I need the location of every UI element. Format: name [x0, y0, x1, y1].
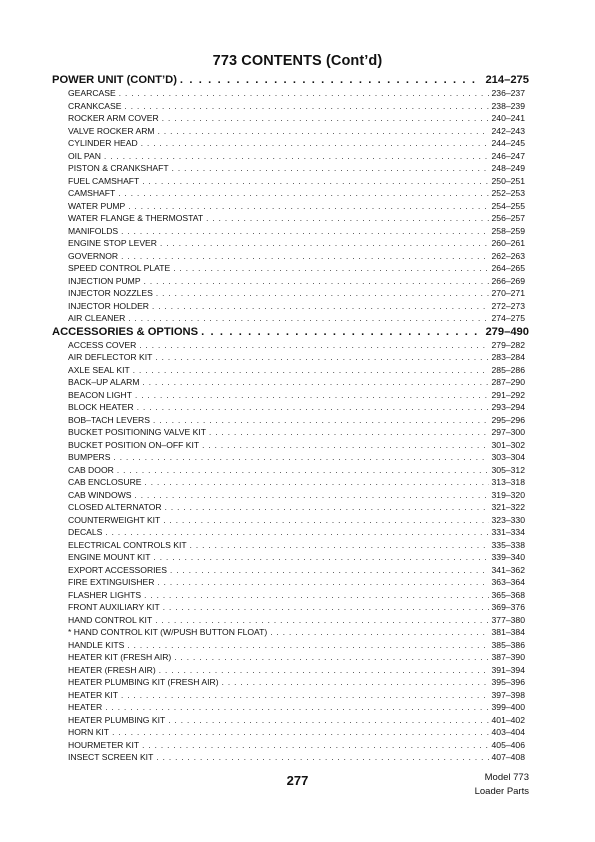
- toc-entry[interactable]: [52, 276, 529, 289]
- toc-entry[interactable]: [52, 677, 529, 690]
- toc-entry[interactable]: [52, 440, 529, 453]
- entry-title: GOVERNOR: [68, 250, 119, 261]
- entry-title: BEACON LIGHT: [68, 389, 132, 400]
- toc-entry[interactable]: [52, 238, 529, 251]
- entry-page-range: 401–402: [491, 714, 525, 725]
- dot-leader: [144, 591, 488, 600]
- section-page-range: 214–275: [485, 74, 529, 86]
- dot-leader: [105, 703, 488, 712]
- entry-title: CAB ENCLOSURE: [68, 477, 142, 487]
- dot-leader: [157, 578, 488, 587]
- dot-leader: [118, 189, 488, 198]
- entry-page-range: 365–368: [491, 589, 525, 600]
- toc-entry[interactable]: [52, 702, 529, 715]
- entry-title: INJECTOR NOZZLES: [68, 288, 153, 298]
- dot-leader: [163, 603, 489, 612]
- entry-title: CYLINDER HEAD: [68, 138, 138, 148]
- dot-leader: [133, 366, 489, 375]
- entry-title: AIR DEFLECTOR KIT: [68, 352, 153, 362]
- entry-title: BUMPERS: [68, 452, 111, 462]
- dot-leader: [141, 139, 489, 148]
- entry-title: HANDLE KITS: [68, 639, 125, 650]
- dot-leader: [162, 114, 489, 123]
- entry-page-range: 244–245: [491, 138, 525, 148]
- entry-title: WATER FLANGE & THERMOSTAT: [68, 213, 204, 223]
- entry-title: AXLE SEAL KIT: [68, 364, 130, 375]
- entry-page-range: 387–390: [491, 652, 525, 662]
- toc-entry[interactable]: [52, 665, 529, 678]
- entry-title: BUCKET POSITIONING VALVE KIT: [68, 427, 207, 437]
- entry-title: CLOSED ALTERNATOR: [68, 502, 162, 512]
- dot-leader: [155, 353, 488, 362]
- section-title: ACCESSORIES & OPTIONS: [52, 325, 199, 338]
- entry-title: * HAND CONTROL KIT (W/PUSH BUTTON FLOAT): [68, 627, 268, 637]
- toc-entry[interactable]: [52, 126, 529, 139]
- entry-page-range: 399–400: [491, 702, 525, 712]
- entry-page-range: 283–284: [491, 352, 525, 362]
- dot-leader: [121, 691, 489, 700]
- toc-entry[interactable]: [52, 340, 529, 353]
- toc-section-heading[interactable]: [52, 74, 529, 88]
- entry-title: BACK–UP ALARM: [68, 377, 140, 387]
- toc-entry[interactable]: [52, 188, 529, 201]
- dot-leader: [105, 528, 488, 537]
- toc-entry[interactable]: [52, 138, 529, 151]
- entry-page-range: 279–282: [491, 339, 525, 350]
- entry-title: HAND CONTROL KIT: [68, 614, 153, 625]
- toc-entry[interactable]: [52, 427, 529, 440]
- entry-title: BLOCK HEATER: [68, 402, 134, 412]
- entry-title: INJECTOR HOLDER: [68, 300, 150, 311]
- entry-title: INJECTION PUMP: [68, 275, 141, 286]
- entry-page-range: 319–320: [491, 489, 525, 500]
- entry-title: ROCKER ARM COVER: [68, 113, 159, 123]
- entry-title: CAMSHAFT: [68, 188, 116, 198]
- entry-page-range: 287–290: [491, 377, 525, 387]
- dot-leader: [128, 202, 488, 211]
- entry-page-range: 363–364: [491, 577, 525, 587]
- entry-title: CAB DOOR: [68, 464, 114, 475]
- toc-entry[interactable]: [52, 101, 529, 114]
- dot-leader: [135, 491, 489, 500]
- entry-page-range: 339–340: [491, 552, 525, 562]
- dot-leader: [124, 102, 488, 111]
- entry-page-range: 303–304: [491, 452, 525, 462]
- dot-leader: [222, 678, 489, 687]
- entry-page-range: 403–404: [491, 727, 525, 737]
- dot-leader: [190, 541, 489, 550]
- toc-entry[interactable]: [52, 640, 529, 653]
- toc-entry[interactable]: [52, 465, 529, 478]
- dot-leader: [135, 391, 489, 400]
- toc-entry[interactable]: [52, 226, 529, 239]
- dot-leader: [155, 616, 488, 625]
- entry-page-range: 301–302: [491, 439, 525, 450]
- toc-entry[interactable]: [52, 88, 529, 101]
- entry-title: AIR CLEANER: [68, 313, 126, 323]
- entry-page-range: 407–408: [491, 752, 525, 762]
- entry-title: INSECT SCREEN KIT: [68, 752, 154, 762]
- entry-page-range: 293–294: [491, 402, 525, 412]
- entry-page-range: 381–384: [491, 627, 525, 637]
- entry-page-range: 236–237: [491, 88, 525, 98]
- toc-entry[interactable]: [52, 415, 529, 428]
- entry-page-range: 250–251: [491, 175, 525, 186]
- entry-page-range: 256–257: [491, 213, 525, 223]
- dot-leader: [142, 177, 488, 186]
- dot-leader: [143, 378, 489, 387]
- toc-entry[interactable]: [52, 452, 529, 465]
- entry-title: DECALS: [68, 527, 103, 537]
- entry-title: WATER PUMP: [68, 200, 126, 211]
- toc-entry[interactable]: [52, 490, 529, 503]
- model-subtitle: Loader Parts: [474, 786, 529, 797]
- entry-page-range: 341–362: [491, 564, 525, 575]
- entry-page-range: 291–292: [491, 389, 525, 400]
- entry-title: OIL PAN: [68, 150, 101, 161]
- toc-entry[interactable]: [52, 565, 529, 578]
- entry-page-range: 258–259: [491, 225, 525, 236]
- dot-leader: [160, 239, 489, 248]
- toc-entry[interactable]: [52, 627, 529, 640]
- entry-page-range: 397–398: [491, 689, 525, 700]
- entry-title: CAB WINDOWS: [68, 489, 132, 500]
- entry-title: FUEL CAMSHAFT: [68, 175, 140, 186]
- toc-entry[interactable]: [52, 590, 529, 603]
- entry-title: FIRE EXTINGUISHER: [68, 577, 155, 587]
- toc-entry[interactable]: [52, 390, 529, 403]
- entry-page-range: 252–253: [491, 188, 525, 198]
- dot-leader: [165, 503, 489, 512]
- toc-entry[interactable]: [52, 477, 529, 490]
- entry-page-range: 272–273: [491, 300, 525, 311]
- entry-page-range: 266–269: [491, 275, 525, 286]
- dot-leader: [114, 453, 489, 462]
- dot-leader: [119, 89, 489, 98]
- entry-title: HORN KIT: [68, 727, 110, 737]
- entry-page-range: 260–261: [491, 238, 525, 248]
- dot-leader: [117, 466, 489, 475]
- dot-leader: [202, 441, 488, 450]
- entry-title: HOURMETER KIT: [68, 739, 140, 750]
- dot-leader: [270, 628, 488, 637]
- entry-title: ENGINE STOP LEVER: [68, 238, 157, 248]
- dot-leader: [127, 641, 488, 650]
- entry-page-range: 295–296: [491, 414, 525, 425]
- entry-title: EXPORT ACCESSORIES: [68, 564, 168, 575]
- entry-page-range: 377–380: [491, 614, 525, 625]
- dot-leader: [121, 227, 488, 236]
- toc-entry[interactable]: [52, 176, 529, 189]
- toc-entry[interactable]: [52, 715, 529, 728]
- toc-entry[interactable]: [52, 365, 529, 378]
- entry-title: HEATER KIT (FRESH AIR): [68, 652, 172, 662]
- entry-page-range: 331–334: [491, 527, 525, 537]
- dot-leader: [209, 428, 489, 437]
- toc-entry[interactable]: [52, 352, 529, 365]
- dot-leader: [172, 164, 489, 173]
- toc-entry[interactable]: [52, 377, 529, 390]
- entry-page-range: 254–255: [491, 200, 525, 211]
- entry-page-range: 395–396: [491, 677, 525, 687]
- dot-leader: [145, 478, 489, 487]
- entry-page-range: 385–386: [491, 639, 525, 650]
- dot-leader: [104, 152, 489, 161]
- section-title: POWER UNIT (CONT’D): [52, 74, 177, 86]
- dot-leader: [159, 666, 489, 675]
- entry-title: BOB–TACH LEVERS: [68, 414, 150, 425]
- toc-entry[interactable]: [52, 301, 529, 314]
- entry-page-range: 274–275: [491, 313, 525, 323]
- dot-leader: [128, 314, 488, 323]
- page-title: 773 CONTENTS (Cont’d): [212, 53, 383, 69]
- toc-entry[interactable]: [52, 652, 529, 665]
- page-number: 277: [286, 773, 309, 788]
- entry-title: HEATER: [68, 702, 103, 712]
- toc-entry[interactable]: [52, 577, 529, 590]
- entry-title: MANIFOLDS: [68, 225, 119, 236]
- toc-entry[interactable]: [52, 163, 529, 176]
- dot-leader: [156, 289, 489, 298]
- dot-leader: [153, 553, 488, 562]
- entry-page-range: 313–318: [491, 477, 525, 487]
- entry-title: VALVE ROCKER ARM: [68, 125, 155, 136]
- toc-entry[interactable]: [52, 502, 529, 515]
- dot-leader: [201, 326, 482, 338]
- entry-title: BUCKET POSITION ON–OFF KIT: [68, 439, 200, 450]
- entry-page-range: 246–247: [491, 150, 525, 161]
- section-page-range: 279–490: [485, 325, 529, 338]
- toc-entry[interactable]: [52, 690, 529, 703]
- dot-leader: [142, 741, 488, 750]
- model-info: [475, 771, 529, 799]
- table-of-contents: [52, 74, 529, 765]
- entry-title: GEARCASE: [68, 88, 116, 98]
- dot-leader: [173, 264, 488, 273]
- toc-section-heading[interactable]: [52, 326, 529, 340]
- toc-entry[interactable]: [52, 515, 529, 528]
- toc-entry[interactable]: [52, 615, 529, 628]
- dot-leader: [139, 341, 488, 350]
- dot-leader: [180, 74, 483, 86]
- entry-title: SPEED CONTROL PLATE: [68, 263, 171, 273]
- entry-title: ENGINE MOUNT KIT: [68, 552, 151, 562]
- entry-title: HEATER PLUMBING KIT (FRESH AIR): [68, 677, 219, 687]
- dot-leader: [174, 653, 488, 662]
- entry-title: ACCESS COVER: [68, 339, 137, 350]
- toc-entry[interactable]: [52, 213, 529, 226]
- toc-entry[interactable]: [52, 313, 529, 326]
- entry-title: HEATER (FRESH AIR): [68, 664, 156, 675]
- dot-leader: [158, 127, 489, 136]
- dot-leader: [152, 302, 489, 311]
- entry-page-range: 305–312: [491, 464, 525, 475]
- dot-leader: [144, 277, 489, 286]
- entry-page-range: 262–263: [491, 250, 525, 261]
- dot-leader: [206, 214, 488, 223]
- entry-title: FLASHER LIGHTS: [68, 589, 142, 600]
- toc-entry[interactable]: [52, 288, 529, 301]
- entry-page-range: 264–265: [491, 263, 525, 273]
- toc-entry[interactable]: [52, 540, 529, 553]
- entry-title: FRONT AUXILIARY KIT: [68, 602, 160, 612]
- entry-page-range: 321–322: [491, 502, 525, 512]
- toc-entry[interactable]: [52, 552, 529, 565]
- entry-page-range: 405–406: [491, 739, 525, 750]
- entry-page-range: 369–376: [491, 602, 525, 612]
- entry-title: COUNTERWEIGHT KIT: [68, 514, 161, 525]
- toc-entry[interactable]: [52, 752, 529, 765]
- dot-leader: [168, 716, 488, 725]
- toc-entry[interactable]: [52, 251, 529, 264]
- entry-title: PISTON & CRANKSHAFT: [68, 163, 169, 173]
- dot-leader: [137, 403, 489, 412]
- dot-leader: [121, 252, 488, 261]
- entry-page-range: 242–243: [491, 125, 525, 136]
- entry-page-range: 248–249: [491, 163, 525, 173]
- toc-entry[interactable]: [52, 740, 529, 753]
- toc-entry[interactable]: [52, 151, 529, 164]
- entry-title: HEATER KIT: [68, 689, 118, 700]
- toc-entry[interactable]: [52, 602, 529, 615]
- model-name: Model 773: [484, 772, 529, 783]
- entry-page-range: 270–271: [491, 288, 525, 298]
- dot-leader: [163, 516, 488, 525]
- entry-page-range: 391–394: [491, 664, 525, 675]
- toc-entry[interactable]: [52, 727, 529, 740]
- entry-page-range: 335–338: [491, 539, 525, 550]
- entry-title: CRANKCASE: [68, 100, 122, 111]
- entry-page-range: 297–300: [491, 427, 525, 437]
- dot-leader: [156, 753, 488, 762]
- entry-page-range: 240–241: [491, 113, 525, 123]
- toc-entry[interactable]: [52, 263, 529, 276]
- entry-page-range: 323–330: [491, 514, 525, 525]
- entry-page-range: 238–239: [491, 100, 525, 111]
- toc-entry[interactable]: [52, 527, 529, 540]
- toc-entry[interactable]: [52, 113, 529, 126]
- toc-entry[interactable]: [52, 201, 529, 214]
- entry-title: HEATER PLUMBING KIT: [68, 714, 166, 725]
- dot-leader: [170, 566, 489, 575]
- dot-leader: [112, 728, 488, 737]
- entry-page-range: 285–286: [491, 364, 525, 375]
- entry-title: ELECTRICAL CONTROLS KIT: [68, 539, 187, 550]
- toc-entry[interactable]: [52, 402, 529, 415]
- dot-leader: [153, 416, 489, 425]
